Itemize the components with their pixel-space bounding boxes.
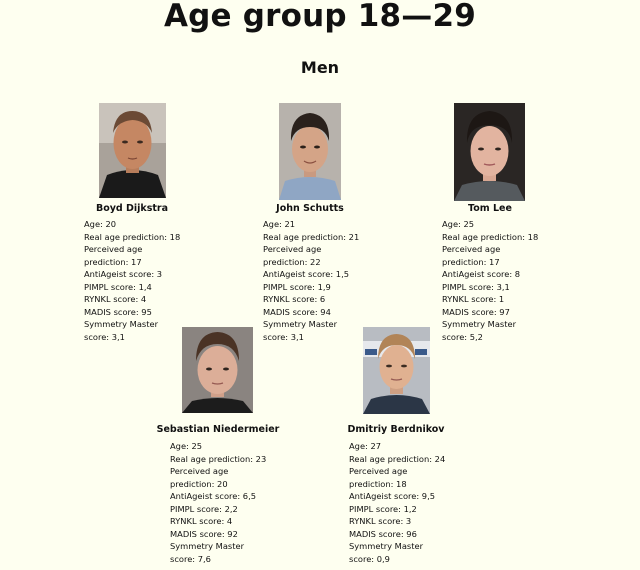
person-name: Dmitriy Berdnikov <box>347 424 445 435</box>
person-stats <box>442 218 542 343</box>
symmetry-master-score-text: Symmetry Master score: 0,9 <box>349 541 423 564</box>
rynkl-score-text: RYNKL score: 4 <box>84 294 147 304</box>
person-photo <box>279 103 341 200</box>
person-stats <box>349 440 449 565</box>
page-title: Age group 18—29 <box>163 0 477 34</box>
real-age-prediction-text: Real age prediction: 23 <box>170 453 267 464</box>
pimpl-score-text: PIMPL score: 1,4 <box>84 281 152 292</box>
person-stats <box>84 218 184 343</box>
real-age-prediction-text: Real age prediction: 18 <box>84 231 181 242</box>
madis-score-text: MADIS score: 96 <box>349 528 417 539</box>
real-age-prediction-text: Real age prediction: 24 <box>349 453 446 464</box>
perceived-age-prediction-text: Perceived age prediction: 17 <box>442 244 501 267</box>
symmetry-master-score-text: Symmetry Master score: 3,1 <box>263 319 337 342</box>
madis-score-text: MADIS score: 97 <box>442 306 510 317</box>
person-photo <box>363 327 430 414</box>
real-age-prediction-text: Real age prediction: 18 <box>442 231 539 242</box>
person-stats <box>263 218 363 343</box>
rynkl-score-text: RYNKL score: 6 <box>263 294 326 304</box>
rynkl-score-text: RYNKL score: 3 <box>349 516 412 526</box>
antiageist-score-text: AntiAgeist score: 8 <box>442 269 521 279</box>
face-portrait-icon <box>279 103 341 200</box>
antiageist-score-text: AntiAgeist score: 1,5 <box>263 269 349 279</box>
rynkl-score-text: RYNKL score: 4 <box>170 516 233 526</box>
antiageist-score-text: AntiAgeist score: 3 <box>84 269 163 279</box>
madis-score-text: MADIS score: 92 <box>170 528 238 539</box>
symmetry-master-score-text: Symmetry Master score: 5,2 <box>442 319 516 342</box>
person-name: Sebastian Niedermeier <box>156 424 280 435</box>
symmetry-master-score-text: Symmetry Master score: 7,6 <box>170 541 244 564</box>
madis-score-text: MADIS score: 94 <box>263 306 331 317</box>
madis-score-text: MADIS score: 95 <box>84 306 152 317</box>
symmetry-master-score-text: Symmetry Master score: 3,1 <box>84 319 158 342</box>
pimpl-score-text: PIMPL score: 1,2 <box>349 503 417 514</box>
perceived-age-prediction-text: Perceived age prediction: 18 <box>349 466 408 489</box>
age-text: Age: 20 <box>84 219 117 229</box>
face-portrait-icon <box>182 327 253 413</box>
age-text: Age: 25 <box>170 441 203 451</box>
section-subtitle: Men <box>300 58 340 77</box>
age-text: Age: 21 <box>263 219 296 229</box>
face-portrait-icon <box>99 103 166 198</box>
perceived-age-prediction-text: Perceived age prediction: 20 <box>170 466 229 489</box>
pimpl-score-text: PIMPL score: 1,9 <box>263 281 331 292</box>
real-age-prediction-text: Real age prediction: 21 <box>263 231 360 242</box>
antiageist-score-text: AntiAgeist score: 6,5 <box>170 491 256 501</box>
person-photo <box>182 327 253 413</box>
antiageist-score-text: AntiAgeist score: 9,5 <box>349 491 435 501</box>
perceived-age-prediction-text: Perceived age prediction: 22 <box>263 244 322 267</box>
age-text: Age: 27 <box>349 441 382 451</box>
pimpl-score-text: PIMPL score: 2,2 <box>170 503 238 514</box>
person-name: John Schutts <box>276 203 344 214</box>
pimpl-score-text: PIMPL score: 3,1 <box>442 281 510 292</box>
perceived-age-prediction-text: Perceived age prediction: 17 <box>84 244 143 267</box>
person-name: Boyd Dijkstra <box>95 203 169 214</box>
face-portrait-icon <box>363 327 430 414</box>
rynkl-score-text: RYNKL score: 1 <box>442 294 505 304</box>
person-photo <box>99 103 166 198</box>
person-name: Tom Lee <box>468 203 512 214</box>
person-stats <box>170 440 270 565</box>
age-text: Age: 25 <box>442 219 475 229</box>
person-photo <box>454 103 525 201</box>
face-portrait-icon <box>454 103 525 201</box>
